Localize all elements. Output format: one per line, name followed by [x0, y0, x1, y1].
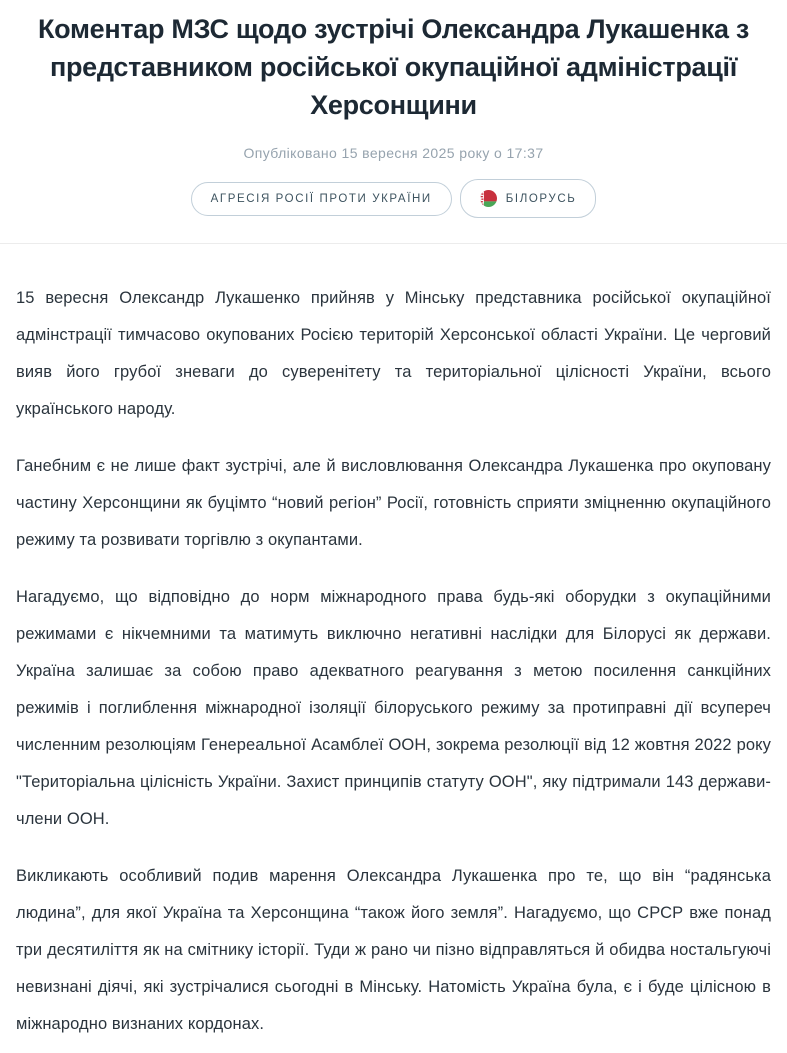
belarus-flag-icon [480, 190, 497, 207]
page-title: Коментар МЗС щодо зустрічі Олександра Лукашенка з представником російської окупаційної адміністрації Херсонщини [37, 14, 750, 120]
article-header [0, 0, 787, 218]
article-paragraph-2: Ганебним є не лише факт зустрічі, але й висловлювання Олександра Лукашенка про окуповану частину Херсонщини як буцімто “новий регіон” Росії, готовність сприяти зміцненню окупаційного режиму та розвивати торгівлю з окупантами. [16, 457, 771, 549]
article-paragraph-3: Нагадуємо, що відповідно до норм міжнародного права будь-які оборудки з окупаційними режимами є нікчемними та матимуть виключно негативні наслідки для Білорусі як держави. Україна залишає за собою право адекватного реагування з метою посилення санкційних режимів і поглиблення міжнародної ізоляції білоруського режиму за протиправні дії всупереч численним резолюціям Генереальної Асамблеї ООН, зокрема резолюції від 12 жовтня 2022 року "Територіальна цілісність України. Захист принципів статуту ООН", яку підтримали 143 держави-члени ООН. [16, 588, 771, 828]
tag-belarus[interactable] [460, 179, 597, 218]
tag-aggression-of-russia[interactable] [191, 182, 452, 216]
tag-label: АГРЕСІЯ РОСІЇ ПРОТИ УКРАЇНИ [210, 192, 432, 205]
article-body [0, 244, 787, 1053]
article-paragraph-4: Викликають особливий подив марення Олександра Лукашенка про те, що він “радянська людина”, для якої Україна та Херсонщина “також його земля”. Нагадуємо, що СРСР вже понад три десятиліття як на смітнику історії. Туди ж рано чи пізно відправляться й обидва ностальгуючі невизнані діячі, які зустрічалися сьогодні в Мінську. Натомість Україна була, є і буде цілісною в міжнародно визнаних кордонах. [16, 867, 771, 1033]
tag-label: БІЛОРУСЬ [505, 192, 577, 205]
tags-row [0, 179, 787, 218]
published-date: Опубліковано 15 вересня 2025 року о 17:37 [243, 145, 544, 161]
article-paragraph-1: 15 вересня Олександр Лукашенко прийняв у Мінську представника російської окупаційної адмінстрації тимчасово окупованих Росією територій Херсонської області України. Це черговий вияв його грубої зневаги до суверенітету та територіальної цілісності України, всього українського народу. [16, 289, 771, 418]
